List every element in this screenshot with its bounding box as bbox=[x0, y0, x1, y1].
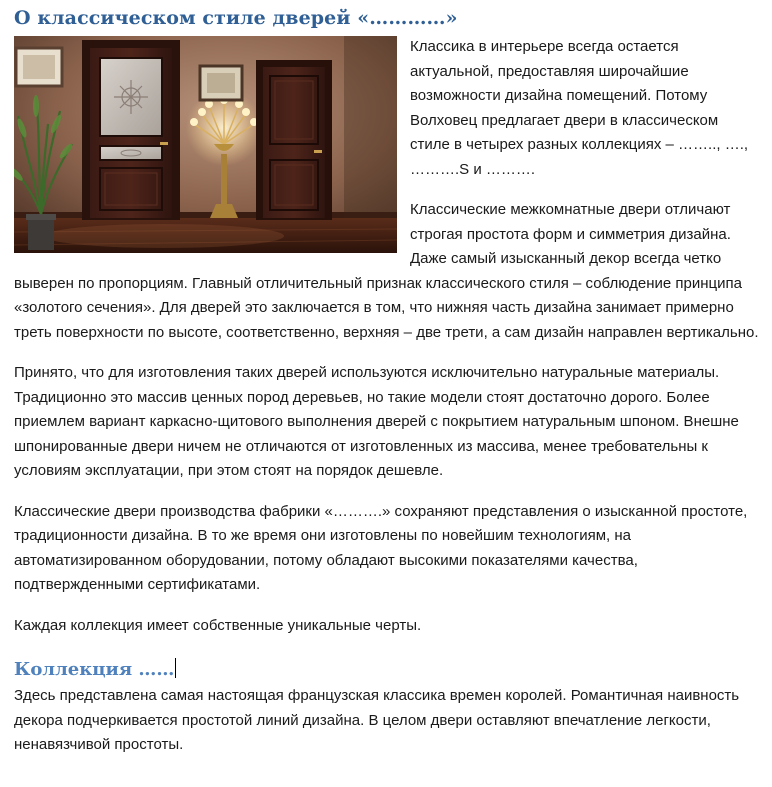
paragraph-classic-features: Классические межкомнатные двери отличают строгая простота форм и симметрия дизайна. Даже самый изысканный декор всегда четко выверен по пропорциям. Главный отличительный признак классического стиля – соблюдение принципа «золотого сечения». Для дверей это заключается в том, что нижняя часть дизайна занимает примерно треть поверхности по высоте, соответственно, верхняя – две трети, а сам дизайн направлен вертикально. bbox=[14, 201, 759, 341]
paragraph-collection-description: Здесь представлена самая настоящая французская классика времен королей. Романтичная наивность декора подчеркивается простотой линий дизайна. В целом двери оставляют впечатление легкости, ненавязчивой простоты. bbox=[14, 687, 740, 753]
paragraph-collections: Каждая коллекция имеет собственные уникальные черты. bbox=[14, 616, 422, 634]
paragraph-intro: Классика в интерьере всегда остается актуальной, предоставляя широчайшие возможности дизайна помещений. Потому Волховец предлагает двери в классическом стиле в четырех разных коллекциях – …….., …., ……….S и ………. bbox=[410, 38, 749, 178]
document-title: О классическом стиле дверей «…………» bbox=[14, 7, 458, 29]
text-cursor bbox=[175, 658, 176, 678]
collection-heading[interactable] bbox=[14, 658, 762, 682]
document-body bbox=[14, 36, 762, 774]
image-wrap-spacer bbox=[14, 36, 397, 265]
paragraph-materials: Принято, что для изготовления таких дверей используются исключительно натуральные материалы. Традиционно это массив ценных пород деревьев, но такие модели стоят достаточно дорого. Более приемлем вариант каркасно-щитового выполнения дверей с покрытием натуральным шпоном. Внешне шпонированные двери ничем не отличаются от изготовленных из массива, менее требовательны к условиям эксплуатации, при этом стоят на порядок дешевле. bbox=[14, 364, 739, 479]
paragraph-factory: Классические двери производства фабрики «……….» сохраняют представления о изысканной простоте, традиционности дизайна. В то же время они изготовлены по новейшим технологиям, на автоматизированном оборудовании, потому обладают высокими показателями качества, подтвержденными сертификатами. bbox=[14, 502, 748, 593]
collection-heading-text: Коллекция …… bbox=[14, 659, 175, 680]
